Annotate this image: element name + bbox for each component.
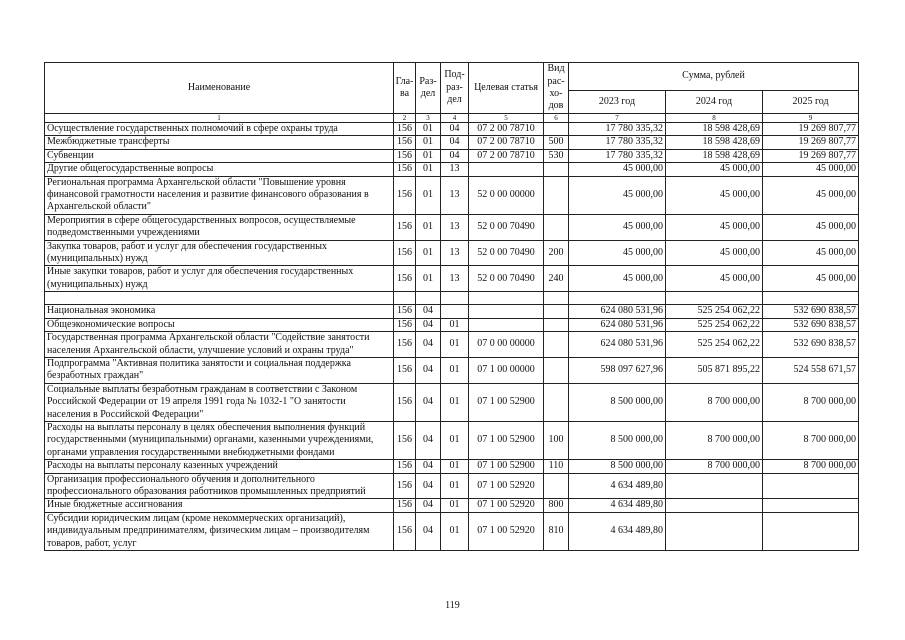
cell-expense-type [544, 383, 569, 421]
cell-chapter: 156 [394, 266, 416, 292]
cell-sum-2023: 17 780 335,32 [569, 149, 666, 162]
cell-chapter: 156 [394, 123, 416, 136]
cell-expense-type: 200 [544, 240, 569, 266]
cell-section: 04 [416, 499, 441, 512]
column-numbers-row [45, 114, 859, 123]
header-section: Раз-дел [416, 63, 441, 114]
cell-name: Общеэкономические вопросы [45, 318, 394, 331]
cell-sum-2024: 18 598 428,69 [666, 149, 763, 162]
cell-expense-type: 500 [544, 136, 569, 149]
cell-target-article: 07 2 00 78710 [469, 136, 544, 149]
cell-sum-2025 [763, 499, 859, 512]
cell-sum-2024: 18 598 428,69 [666, 123, 763, 136]
table-row [45, 136, 859, 149]
cell-sum-2023: 4 634 489,80 [569, 499, 666, 512]
cell-expense-type [544, 318, 569, 331]
table-row [45, 149, 859, 162]
cell-target-article: 07 1 00 00000 [469, 357, 544, 383]
table-row [45, 421, 859, 459]
cell-sum-2024: 45 000,00 [666, 214, 763, 240]
cell-sum-2023: 4 634 489,80 [569, 473, 666, 499]
cell-section: 04 [416, 305, 441, 318]
cell-subsection: 01 [441, 473, 469, 499]
cell-sum-2023: 624 080 531,96 [569, 332, 666, 358]
cell-sum-2025: 45 000,00 [763, 176, 859, 214]
cell-sum-2023: 8 500 000,00 [569, 383, 666, 421]
cell-sum-2024: 8 700 000,00 [666, 460, 763, 473]
cell-name: Мероприятия в сфере общегосударственных вопросов, осуществляемые подведомственными учреждениями [45, 214, 394, 240]
table-row [45, 176, 859, 214]
cell-expense-type [544, 123, 569, 136]
cell-section: 01 [416, 123, 441, 136]
cell-subsection: 01 [441, 512, 469, 550]
cell-section: 01 [416, 149, 441, 162]
cell-name: Расходы на выплаты персоналу в целях обеспечения выполнения функций государственными (муниципальными) органами, казенными учреждениями, органами управления государственными внебюджетными фондами [45, 421, 394, 459]
cell-name: Организация профессионального обучения и дополнительного профессионального образования работников промышленных предприятий [45, 473, 394, 499]
header-subsection: Под-раз-дел [441, 63, 469, 114]
column-number: 8 [666, 114, 763, 123]
cell-name: Осуществление государственных полномочий в сфере охраны труда [45, 123, 394, 136]
cell-section: 04 [416, 357, 441, 383]
cell-sum-2025: 8 700 000,00 [763, 460, 859, 473]
cell-sum-2024: 45 000,00 [666, 266, 763, 292]
cell-section: 04 [416, 512, 441, 550]
table-row [45, 357, 859, 383]
cell-sum-2024: 525 254 062,22 [666, 305, 763, 318]
cell-sum-2023: 598 097 627,96 [569, 357, 666, 383]
cell-sum-2023: 624 080 531,96 [569, 318, 666, 331]
cell-name: Расходы на выплаты персоналу казенных учреждений [45, 460, 394, 473]
cell-sum-2025: 524 558 671,57 [763, 357, 859, 383]
header-target-article: Целевая статья [469, 63, 544, 114]
cell-subsection: 13 [441, 163, 469, 176]
column-number: 4 [441, 114, 469, 123]
cell-name: Национальная экономика [45, 305, 394, 318]
cell-target-article: 07 2 00 78710 [469, 123, 544, 136]
cell-chapter: 156 [394, 318, 416, 331]
cell-sum-2024 [666, 499, 763, 512]
cell-expense-type: 800 [544, 499, 569, 512]
cell-sum-2025: 8 700 000,00 [763, 383, 859, 421]
table-row [45, 266, 859, 292]
table-row-empty [45, 292, 859, 305]
cell-section: 04 [416, 473, 441, 499]
cell-chapter: 156 [394, 149, 416, 162]
cell-expense-type [544, 163, 569, 176]
cell-expense-type: 240 [544, 266, 569, 292]
cell-name: Иные закупки товаров, работ и услуг для обеспечения государственных (муниципальных) нужд [45, 266, 394, 292]
cell-subsection: 04 [441, 136, 469, 149]
cell-target-article: 07 1 00 52920 [469, 473, 544, 499]
cell-expense-type [544, 214, 569, 240]
cell-target-article: 07 2 00 78710 [469, 149, 544, 162]
cell-sum-2025: 19 269 807,77 [763, 123, 859, 136]
cell-chapter: 156 [394, 214, 416, 240]
cell-sum-2023: 45 000,00 [569, 176, 666, 214]
cell-sum-2023: 8 500 000,00 [569, 460, 666, 473]
cell-section: 04 [416, 421, 441, 459]
cell-chapter: 156 [394, 305, 416, 318]
cell-sum-2024: 45 000,00 [666, 163, 763, 176]
cell-name [45, 292, 394, 305]
cell-name: Государственная программа Архангельской области "Содействие занятости населения Архангельской области, улучшение условий и охраны труда" [45, 332, 394, 358]
cell-name: Другие общегосударственные вопросы [45, 163, 394, 176]
table-row [45, 332, 859, 358]
page-number: 119 [445, 600, 460, 611]
cell-name: Региональная программа Архангельской области "Повышение уровня финансовой грамотности населения и развитие финансового образования в Архангельской области" [45, 176, 394, 214]
cell-sum-2023: 17 780 335,32 [569, 123, 666, 136]
header-row [45, 63, 859, 91]
cell-sum-2025: 45 000,00 [763, 214, 859, 240]
cell-sum-2023: 8 500 000,00 [569, 421, 666, 459]
cell-subsection: 13 [441, 176, 469, 214]
cell-section: 01 [416, 266, 441, 292]
cell-section: 01 [416, 214, 441, 240]
cell-section: 04 [416, 460, 441, 473]
cell-target-article: 07 1 00 52920 [469, 512, 544, 550]
table-row [45, 240, 859, 266]
cell-target-article: 07 0 00 00000 [469, 332, 544, 358]
cell-subsection: 13 [441, 214, 469, 240]
table-row [45, 499, 859, 512]
table-row [45, 214, 859, 240]
cell-expense-type [544, 176, 569, 214]
cell-target-article [469, 318, 544, 331]
cell-name: Социальные выплаты безработным гражданам в соответствии с Законом Российской Федерации от 19 апреля 1991 года № 1032-1 "О занятости населения в Российской Федерации" [45, 383, 394, 421]
cell-subsection [441, 292, 469, 305]
cell-chapter: 156 [394, 357, 416, 383]
cell-sum-2024: 505 871 895,22 [666, 357, 763, 383]
column-number: 9 [763, 114, 859, 123]
cell-target-article: 52 0 00 70490 [469, 240, 544, 266]
cell-sum-2024: 18 598 428,69 [666, 136, 763, 149]
cell-sum-2023: 4 634 489,80 [569, 512, 666, 550]
cell-sum-2025: 45 000,00 [763, 266, 859, 292]
budget-table [44, 62, 859, 551]
cell-target-article [469, 163, 544, 176]
cell-chapter: 156 [394, 421, 416, 459]
cell-subsection: 04 [441, 149, 469, 162]
cell-chapter: 156 [394, 512, 416, 550]
cell-subsection: 01 [441, 499, 469, 512]
header-chapter: Гла-ва [394, 63, 416, 114]
cell-sum-2024 [666, 292, 763, 305]
cell-sum-2025 [763, 292, 859, 305]
cell-sum-2023 [569, 292, 666, 305]
header-sum: Сумма, рублей [569, 63, 859, 91]
cell-sum-2025: 19 269 807,77 [763, 136, 859, 149]
cell-chapter: 156 [394, 383, 416, 421]
cell-chapter: 156 [394, 332, 416, 358]
header-expense-type: Вид рас-хо-дов [544, 63, 569, 114]
cell-expense-type [544, 473, 569, 499]
table-row [45, 383, 859, 421]
cell-sum-2023: 17 780 335,32 [569, 136, 666, 149]
cell-target-article [469, 292, 544, 305]
cell-target-article: 07 1 00 52900 [469, 421, 544, 459]
cell-subsection: 01 [441, 357, 469, 383]
cell-target-article: 07 1 00 52900 [469, 460, 544, 473]
cell-name: Межбюджетные трансферты [45, 136, 394, 149]
table-row [45, 460, 859, 473]
table-row [45, 473, 859, 499]
column-number: 7 [569, 114, 666, 123]
cell-expense-type [544, 357, 569, 383]
cell-subsection: 01 [441, 318, 469, 331]
cell-sum-2024: 45 000,00 [666, 176, 763, 214]
cell-section: 04 [416, 332, 441, 358]
cell-section: 01 [416, 176, 441, 214]
cell-section: 01 [416, 240, 441, 266]
cell-sum-2024: 525 254 062,22 [666, 332, 763, 358]
cell-target-article: 07 1 00 52900 [469, 383, 544, 421]
cell-section: 01 [416, 136, 441, 149]
cell-expense-type [544, 332, 569, 358]
cell-section [416, 292, 441, 305]
cell-expense-type [544, 292, 569, 305]
header-year-2024: 2024 год [666, 91, 763, 114]
cell-sum-2024 [666, 473, 763, 499]
header-name: Наименование [45, 63, 394, 114]
column-number: 3 [416, 114, 441, 123]
cell-subsection [441, 305, 469, 318]
cell-target-article: 52 0 00 70490 [469, 266, 544, 292]
cell-subsection: 01 [441, 332, 469, 358]
cell-chapter: 156 [394, 460, 416, 473]
cell-target-article [469, 305, 544, 318]
cell-chapter: 156 [394, 473, 416, 499]
cell-expense-type: 530 [544, 149, 569, 162]
cell-chapter [394, 292, 416, 305]
cell-sum-2025 [763, 473, 859, 499]
cell-target-article: 52 0 00 00000 [469, 176, 544, 214]
cell-sum-2025: 532 690 838,57 [763, 332, 859, 358]
cell-sum-2023: 45 000,00 [569, 163, 666, 176]
cell-subsection: 13 [441, 266, 469, 292]
header-year-2023: 2023 год [569, 91, 666, 114]
cell-expense-type: 110 [544, 460, 569, 473]
cell-name: Иные бюджетные ассигнования [45, 499, 394, 512]
cell-expense-type: 810 [544, 512, 569, 550]
cell-sum-2025: 8 700 000,00 [763, 421, 859, 459]
cell-chapter: 156 [394, 176, 416, 214]
cell-sum-2025: 532 690 838,57 [763, 318, 859, 331]
header-year-2025: 2025 год [763, 91, 859, 114]
cell-subsection: 01 [441, 383, 469, 421]
cell-sum-2023: 45 000,00 [569, 214, 666, 240]
cell-section: 04 [416, 383, 441, 421]
cell-sum-2023: 45 000,00 [569, 266, 666, 292]
cell-expense-type [544, 305, 569, 318]
cell-sum-2025 [763, 512, 859, 550]
cell-chapter: 156 [394, 499, 416, 512]
table-row [45, 163, 859, 176]
cell-name: Подпрограмма "Активная политика занятости и социальная поддержка безработных граждан" [45, 357, 394, 383]
cell-sum-2025: 532 690 838,57 [763, 305, 859, 318]
cell-sum-2024 [666, 512, 763, 550]
cell-expense-type: 100 [544, 421, 569, 459]
cell-section: 04 [416, 318, 441, 331]
cell-sum-2025: 19 269 807,77 [763, 149, 859, 162]
table-row [45, 318, 859, 331]
cell-name: Закупка товаров, работ и услуг для обеспечения государственных (муниципальных) нужд [45, 240, 394, 266]
cell-sum-2024: 8 700 000,00 [666, 421, 763, 459]
cell-target-article: 07 1 00 52920 [469, 499, 544, 512]
cell-sum-2024: 45 000,00 [666, 240, 763, 266]
table-row [45, 305, 859, 318]
cell-chapter: 156 [394, 136, 416, 149]
table-row [45, 512, 859, 550]
column-number: 2 [394, 114, 416, 123]
cell-name: Субвенции [45, 149, 394, 162]
cell-sum-2023: 45 000,00 [569, 240, 666, 266]
cell-sum-2024: 525 254 062,22 [666, 318, 763, 331]
cell-sum-2024: 8 700 000,00 [666, 383, 763, 421]
cell-sum-2025: 45 000,00 [763, 163, 859, 176]
cell-subsection: 13 [441, 240, 469, 266]
cell-target-article: 52 0 00 70490 [469, 214, 544, 240]
column-number: 5 [469, 114, 544, 123]
column-number: 1 [45, 114, 394, 123]
cell-chapter: 156 [394, 240, 416, 266]
cell-subsection: 01 [441, 460, 469, 473]
cell-subsection: 04 [441, 123, 469, 136]
cell-sum-2023: 624 080 531,96 [569, 305, 666, 318]
cell-section: 01 [416, 163, 441, 176]
cell-chapter: 156 [394, 163, 416, 176]
column-number: 6 [544, 114, 569, 123]
cell-subsection: 01 [441, 421, 469, 459]
cell-name: Субсидии юридическим лицам (кроме некоммерческих организаций), индивидуальным предпринимателям, физическим лицам – производителям товаров, работ, услуг [45, 512, 394, 550]
table-row [45, 123, 859, 136]
cell-sum-2025: 45 000,00 [763, 240, 859, 266]
